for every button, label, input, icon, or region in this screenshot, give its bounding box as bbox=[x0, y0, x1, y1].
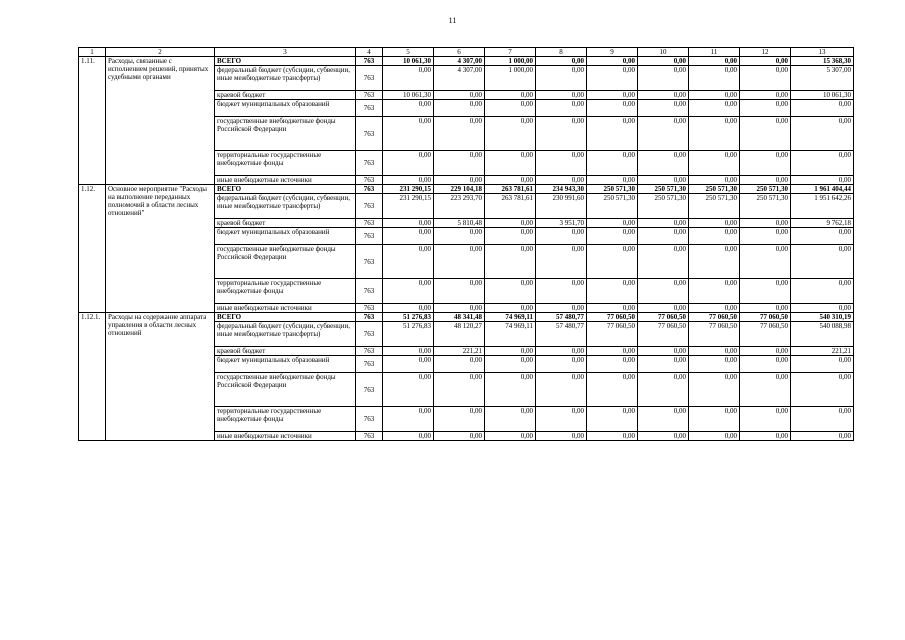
value-cell: 0,00 bbox=[740, 407, 791, 432]
funding-source: иные внебюджетные источники bbox=[215, 176, 356, 185]
value-cell: 234 943,30 bbox=[536, 185, 587, 194]
total-value-cell: 0,00 bbox=[791, 432, 854, 441]
value-cell: 1 000,00 bbox=[485, 66, 536, 91]
value-cell: 0,00 bbox=[485, 279, 536, 304]
value-cell: 0,00 bbox=[587, 373, 638, 407]
grbs-code: 763 bbox=[356, 151, 383, 176]
grbs-code: 763 bbox=[356, 313, 383, 322]
total-value-cell: 1 951 642,26 bbox=[791, 194, 854, 219]
value-cell: 0,00 bbox=[434, 279, 485, 304]
value-cell: 0,00 bbox=[587, 347, 638, 356]
value-cell: 0,00 bbox=[536, 100, 587, 117]
value-cell: 0,00 bbox=[536, 176, 587, 185]
funding-source: федеральный бюджет (субсидии, субвенции, иные межбюджетные трансферты) bbox=[215, 66, 356, 91]
value-cell: 0,00 bbox=[434, 304, 485, 313]
value-cell: 0,00 bbox=[434, 356, 485, 373]
grbs-code: 763 bbox=[356, 66, 383, 91]
value-cell: 0,00 bbox=[587, 176, 638, 185]
value-cell: 5 810,48 bbox=[434, 219, 485, 228]
value-cell: 0,00 bbox=[740, 373, 791, 407]
value-cell: 0,00 bbox=[383, 228, 434, 245]
grbs-code: 763 bbox=[356, 117, 383, 151]
funding-source: краевой бюджет bbox=[215, 91, 356, 100]
value-cell: 1 000,00 bbox=[485, 57, 536, 66]
grbs-code: 763 bbox=[356, 176, 383, 185]
column-number-cell: 12 bbox=[740, 48, 791, 57]
value-cell: 229 104,18 bbox=[434, 185, 485, 194]
value-cell: 223 293,70 bbox=[434, 194, 485, 219]
value-cell: 77 060,50 bbox=[587, 322, 638, 347]
value-cell: 0,00 bbox=[383, 373, 434, 407]
funding-source: краевой бюджет bbox=[215, 347, 356, 356]
total-value-cell: 9 762,18 bbox=[791, 219, 854, 228]
value-cell: 0,00 bbox=[638, 219, 689, 228]
value-cell: 0,00 bbox=[587, 219, 638, 228]
value-cell: 0,00 bbox=[689, 373, 740, 407]
column-number-cell: 13 bbox=[791, 48, 854, 57]
value-cell: 0,00 bbox=[587, 100, 638, 117]
value-cell: 77 060,50 bbox=[587, 313, 638, 322]
column-number-cell: 8 bbox=[536, 48, 587, 57]
value-cell: 250 571,30 bbox=[689, 194, 740, 219]
value-cell: 51 276,83 bbox=[383, 322, 434, 347]
column-number-cell: 7 bbox=[485, 48, 536, 57]
value-cell: 0,00 bbox=[740, 219, 791, 228]
total-value-cell: 0,00 bbox=[791, 117, 854, 151]
total-value-cell: 15 368,30 bbox=[791, 57, 854, 66]
funding-source: территориальные государственные внебюджетные фонды bbox=[215, 151, 356, 176]
value-cell: 0,00 bbox=[638, 432, 689, 441]
total-value-cell: 540 310,19 bbox=[791, 313, 854, 322]
value-cell: 250 571,30 bbox=[638, 194, 689, 219]
value-cell: 0,00 bbox=[434, 407, 485, 432]
value-cell: 0,00 bbox=[638, 356, 689, 373]
value-cell: 0,00 bbox=[536, 66, 587, 91]
grbs-code: 763 bbox=[356, 100, 383, 117]
grbs-code: 763 bbox=[356, 347, 383, 356]
total-value-cell: 0,00 bbox=[791, 245, 854, 279]
value-cell: 0,00 bbox=[689, 228, 740, 245]
column-number-cell: 2 bbox=[106, 48, 215, 57]
value-cell: 0,00 bbox=[587, 57, 638, 66]
value-cell: 0,00 bbox=[485, 407, 536, 432]
funding-source: иные внебюджетные источники bbox=[215, 304, 356, 313]
value-cell: 0,00 bbox=[434, 432, 485, 441]
value-cell: 0,00 bbox=[689, 151, 740, 176]
value-cell: 77 060,50 bbox=[740, 322, 791, 347]
funding-source: государственные внебюджетные фонды Российской Федерации bbox=[215, 117, 356, 151]
value-cell: 0,00 bbox=[689, 100, 740, 117]
value-cell: 51 276,83 bbox=[383, 313, 434, 322]
value-cell: 0,00 bbox=[485, 432, 536, 441]
value-cell: 0,00 bbox=[434, 176, 485, 185]
grbs-code: 763 bbox=[356, 407, 383, 432]
value-cell: 74 969,11 bbox=[485, 322, 536, 347]
total-value-cell: 0,00 bbox=[791, 373, 854, 407]
funding-source: федеральный бюджет (субсидии, субвенции, иные межбюджетные трансферты) bbox=[215, 194, 356, 219]
grbs-code: 763 bbox=[356, 373, 383, 407]
total-row bbox=[79, 57, 854, 66]
value-cell: 0,00 bbox=[587, 245, 638, 279]
value-cell: 221,21 bbox=[434, 347, 485, 356]
funding-source: территориальные государственные внебюджетные фонды bbox=[215, 279, 356, 304]
value-cell: 0,00 bbox=[587, 356, 638, 373]
value-cell: 0,00 bbox=[689, 432, 740, 441]
total-row bbox=[79, 185, 854, 194]
value-cell: 0,00 bbox=[689, 407, 740, 432]
value-cell: 0,00 bbox=[689, 57, 740, 66]
value-cell: 0,00 bbox=[434, 117, 485, 151]
value-cell: 0,00 bbox=[536, 117, 587, 151]
value-cell: 0,00 bbox=[383, 245, 434, 279]
funding-source: иные внебюджетные источники bbox=[215, 432, 356, 441]
value-cell: 0,00 bbox=[434, 373, 485, 407]
value-cell: 0,00 bbox=[485, 347, 536, 356]
value-cell: 0,00 bbox=[383, 117, 434, 151]
column-number-cell: 11 bbox=[689, 48, 740, 57]
total-value-cell: 5 307,00 bbox=[791, 66, 854, 91]
value-cell: 0,00 bbox=[740, 347, 791, 356]
value-cell: 0,00 bbox=[536, 304, 587, 313]
value-cell: 0,00 bbox=[740, 245, 791, 279]
value-cell: 0,00 bbox=[638, 347, 689, 356]
value-cell: 250 571,30 bbox=[740, 185, 791, 194]
value-cell: 0,00 bbox=[638, 66, 689, 91]
value-cell: 0,00 bbox=[485, 219, 536, 228]
value-cell: 0,00 bbox=[638, 304, 689, 313]
value-cell: 0,00 bbox=[638, 373, 689, 407]
column-number-row bbox=[79, 48, 854, 57]
value-cell: 0,00 bbox=[536, 373, 587, 407]
value-cell: 0,00 bbox=[536, 228, 587, 245]
funding-source: краевой бюджет bbox=[215, 219, 356, 228]
column-number-cell: 1 bbox=[79, 48, 106, 57]
value-cell: 0,00 bbox=[434, 151, 485, 176]
total-value-cell: 1 961 404,44 bbox=[791, 185, 854, 194]
value-cell: 0,00 bbox=[638, 176, 689, 185]
funding-source: бюджет муниципальных образований bbox=[215, 228, 356, 245]
column-number-cell: 4 bbox=[356, 48, 383, 57]
value-cell: 0,00 bbox=[740, 57, 791, 66]
funding-source: ВСЕГО bbox=[215, 57, 356, 66]
value-cell: 0,00 bbox=[740, 66, 791, 91]
funding-source: федеральный бюджет (субсидии, субвенции, иные межбюджетные трансферты) bbox=[215, 322, 356, 347]
funding-source: государственные внебюджетные фонды Российской Федерации bbox=[215, 373, 356, 407]
value-cell: 250 571,30 bbox=[587, 194, 638, 219]
value-cell: 0,00 bbox=[638, 151, 689, 176]
value-cell: 250 571,30 bbox=[587, 185, 638, 194]
value-cell: 0,00 bbox=[689, 245, 740, 279]
value-cell: 0,00 bbox=[536, 91, 587, 100]
value-cell: 250 571,30 bbox=[740, 194, 791, 219]
value-cell: 0,00 bbox=[434, 245, 485, 279]
total-value-cell: 0,00 bbox=[791, 176, 854, 185]
value-cell: 0,00 bbox=[689, 91, 740, 100]
value-cell: 0,00 bbox=[587, 304, 638, 313]
column-number-cell: 9 bbox=[587, 48, 638, 57]
value-cell: 0,00 bbox=[740, 151, 791, 176]
value-cell: 4 307,00 bbox=[434, 66, 485, 91]
value-cell: 0,00 bbox=[740, 91, 791, 100]
total-value-cell: 221,21 bbox=[791, 347, 854, 356]
value-cell: 0,00 bbox=[689, 117, 740, 151]
value-cell: 0,00 bbox=[689, 66, 740, 91]
value-cell: 0,00 bbox=[638, 245, 689, 279]
grbs-code: 763 bbox=[356, 91, 383, 100]
page-number: 11 bbox=[448, 16, 457, 25]
table-body bbox=[79, 48, 854, 441]
value-cell: 0,00 bbox=[740, 432, 791, 441]
value-cell: 10 061,30 bbox=[383, 91, 434, 100]
value-cell: 0,00 bbox=[536, 347, 587, 356]
value-cell: 3 951,70 bbox=[536, 219, 587, 228]
column-number-cell: 10 bbox=[638, 48, 689, 57]
total-value-cell: 0,00 bbox=[791, 407, 854, 432]
total-value-cell: 0,00 bbox=[791, 151, 854, 176]
funding-source: бюджет муниципальных образований bbox=[215, 100, 356, 117]
grbs-code: 763 bbox=[356, 304, 383, 313]
value-cell: 231 290,15 bbox=[383, 185, 434, 194]
value-cell: 74 969,11 bbox=[485, 313, 536, 322]
grbs-code: 763 bbox=[356, 185, 383, 194]
value-cell: 0,00 bbox=[587, 151, 638, 176]
value-cell: 0,00 bbox=[740, 100, 791, 117]
value-cell: 0,00 bbox=[689, 304, 740, 313]
value-cell: 0,00 bbox=[383, 66, 434, 91]
grbs-code: 763 bbox=[356, 228, 383, 245]
total-value-cell: 0,00 bbox=[791, 304, 854, 313]
value-cell: 0,00 bbox=[536, 151, 587, 176]
value-cell: 0,00 bbox=[383, 100, 434, 117]
value-cell: 0,00 bbox=[587, 432, 638, 441]
value-cell: 0,00 bbox=[383, 407, 434, 432]
value-cell: 0,00 bbox=[740, 228, 791, 245]
value-cell: 0,00 bbox=[383, 432, 434, 441]
item-title: Расходы, связанные с исполнением решений, принятых судебными органами bbox=[106, 57, 215, 185]
value-cell: 0,00 bbox=[638, 228, 689, 245]
value-cell: 0,00 bbox=[689, 356, 740, 373]
value-cell: 0,00 bbox=[638, 100, 689, 117]
value-cell: 0,00 bbox=[383, 219, 434, 228]
value-cell: 0,00 bbox=[383, 347, 434, 356]
value-cell: 0,00 bbox=[740, 117, 791, 151]
value-cell: 231 290,15 bbox=[383, 194, 434, 219]
value-cell: 0,00 bbox=[740, 279, 791, 304]
value-cell: 263 781,61 bbox=[485, 194, 536, 219]
value-cell: 0,00 bbox=[485, 373, 536, 407]
grbs-code: 763 bbox=[356, 279, 383, 304]
value-cell: 77 060,50 bbox=[638, 322, 689, 347]
grbs-code: 763 bbox=[356, 356, 383, 373]
value-cell: 0,00 bbox=[383, 279, 434, 304]
value-cell: 0,00 bbox=[587, 117, 638, 151]
total-value-cell: 0,00 bbox=[791, 100, 854, 117]
value-cell: 0,00 bbox=[434, 228, 485, 245]
funding-source: государственные внебюджетные фонды Российской Федерации bbox=[215, 245, 356, 279]
column-number-cell: 6 bbox=[434, 48, 485, 57]
value-cell: 0,00 bbox=[485, 245, 536, 279]
value-cell: 0,00 bbox=[485, 91, 536, 100]
value-cell: 0,00 bbox=[485, 356, 536, 373]
funding-source: территориальные государственные внебюджетные фонды bbox=[215, 407, 356, 432]
value-cell: 57 480,77 bbox=[536, 313, 587, 322]
grbs-code: 763 bbox=[356, 194, 383, 219]
value-cell: 250 571,30 bbox=[638, 185, 689, 194]
value-cell: 0,00 bbox=[383, 356, 434, 373]
value-cell: 0,00 bbox=[383, 151, 434, 176]
total-value-cell: 0,00 bbox=[791, 228, 854, 245]
value-cell: 0,00 bbox=[587, 91, 638, 100]
value-cell: 0,00 bbox=[536, 279, 587, 304]
item-code: 1.12.1. bbox=[79, 313, 106, 441]
value-cell: 0,00 bbox=[434, 100, 485, 117]
item-code: 1.12. bbox=[79, 185, 106, 313]
value-cell: 48 120,27 bbox=[434, 322, 485, 347]
value-cell: 4 307,00 bbox=[434, 57, 485, 66]
value-cell: 77 060,50 bbox=[689, 313, 740, 322]
value-cell: 77 060,50 bbox=[638, 313, 689, 322]
value-cell: 0,00 bbox=[536, 432, 587, 441]
value-cell: 0,00 bbox=[536, 407, 587, 432]
value-cell: 0,00 bbox=[740, 176, 791, 185]
grbs-code: 763 bbox=[356, 219, 383, 228]
value-cell: 0,00 bbox=[536, 356, 587, 373]
value-cell: 10 061,30 bbox=[383, 57, 434, 66]
value-cell: 0,00 bbox=[485, 100, 536, 117]
value-cell: 77 060,50 bbox=[689, 322, 740, 347]
funding-source: ВСЕГО bbox=[215, 313, 356, 322]
value-cell: 0,00 bbox=[587, 228, 638, 245]
column-number-cell: 5 bbox=[383, 48, 434, 57]
value-cell: 0,00 bbox=[638, 117, 689, 151]
funding-source: ВСЕГО bbox=[215, 185, 356, 194]
value-cell: 0,00 bbox=[638, 57, 689, 66]
grbs-code: 763 bbox=[356, 432, 383, 441]
value-cell: 48 341,48 bbox=[434, 313, 485, 322]
value-cell: 77 060,50 bbox=[740, 313, 791, 322]
grbs-code: 763 bbox=[356, 57, 383, 66]
value-cell: 0,00 bbox=[485, 117, 536, 151]
total-value-cell: 0,00 bbox=[791, 356, 854, 373]
value-cell: 250 571,30 bbox=[689, 185, 740, 194]
total-value-cell: 540 088,98 bbox=[791, 322, 854, 347]
value-cell: 0,00 bbox=[536, 57, 587, 66]
value-cell: 0,00 bbox=[587, 66, 638, 91]
budget-table bbox=[78, 47, 854, 441]
grbs-code: 763 bbox=[356, 322, 383, 347]
total-row bbox=[79, 313, 854, 322]
value-cell: 0,00 bbox=[536, 245, 587, 279]
value-cell: 0,00 bbox=[689, 219, 740, 228]
value-cell: 263 781,61 bbox=[485, 185, 536, 194]
value-cell: 0,00 bbox=[485, 151, 536, 176]
value-cell: 57 480,77 bbox=[536, 322, 587, 347]
value-cell: 0,00 bbox=[434, 91, 485, 100]
value-cell: 230 991,60 bbox=[536, 194, 587, 219]
value-cell: 0,00 bbox=[485, 176, 536, 185]
value-cell: 0,00 bbox=[587, 279, 638, 304]
item-title: Расходы на содержание аппарата управления в области лесных отношений bbox=[106, 313, 215, 441]
item-title: Основное мероприятие "Расходы на выполнение переданных полномочий в области лесных отношений" bbox=[106, 185, 215, 313]
item-code: 1.11. bbox=[79, 57, 106, 185]
value-cell: 0,00 bbox=[383, 176, 434, 185]
value-cell: 0,00 bbox=[485, 304, 536, 313]
total-value-cell: 0,00 bbox=[791, 279, 854, 304]
funding-source: бюджет муниципальных образований bbox=[215, 356, 356, 373]
value-cell: 0,00 bbox=[638, 279, 689, 304]
column-number-cell: 3 bbox=[215, 48, 356, 57]
value-cell: 0,00 bbox=[689, 176, 740, 185]
value-cell: 0,00 bbox=[587, 407, 638, 432]
value-cell: 0,00 bbox=[740, 356, 791, 373]
value-cell: 0,00 bbox=[638, 407, 689, 432]
value-cell: 0,00 bbox=[638, 91, 689, 100]
total-value-cell: 10 061,30 bbox=[791, 91, 854, 100]
grbs-code: 763 bbox=[356, 245, 383, 279]
value-cell: 0,00 bbox=[740, 304, 791, 313]
value-cell: 0,00 bbox=[689, 347, 740, 356]
value-cell: 0,00 bbox=[689, 279, 740, 304]
value-cell: 0,00 bbox=[485, 228, 536, 245]
value-cell: 0,00 bbox=[383, 304, 434, 313]
